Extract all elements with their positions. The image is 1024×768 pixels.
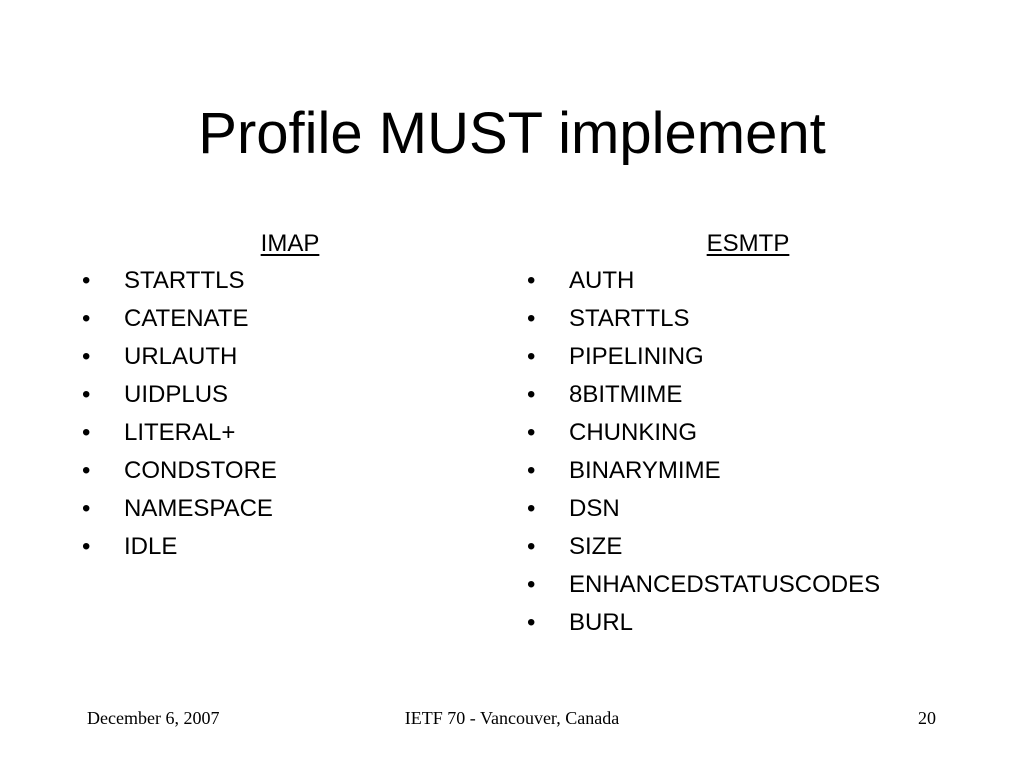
list-item — [527, 566, 994, 604]
list-item-label: PIPELINING — [569, 343, 704, 370]
list-item-label: SIZE — [569, 533, 623, 560]
list-item — [527, 414, 994, 452]
imap-list — [82, 262, 494, 566]
bullet-icon: • — [82, 419, 91, 446]
bullet-icon: • — [527, 419, 536, 446]
list-item-label: IDLE — [124, 533, 178, 560]
bullet-icon: • — [82, 495, 91, 522]
bullet-icon: • — [527, 381, 536, 408]
list-item-label: AUTH — [569, 267, 635, 294]
bullet-icon: • — [82, 381, 91, 408]
bullet-icon: • — [527, 267, 536, 294]
list-item — [82, 262, 494, 300]
footer-event: IETF 70 - Vancouver, Canada — [404, 708, 620, 728]
bullet-icon: • — [527, 343, 536, 370]
list-item-label: BINARYMIME — [569, 457, 721, 484]
list-item-label: ENHANCEDSTATUSCODES — [569, 571, 881, 598]
list-item — [527, 604, 994, 642]
list-item-label: DSN — [569, 495, 620, 522]
list-item-label: CONDSTORE — [124, 457, 277, 484]
bullet-icon: • — [82, 533, 91, 560]
list-item-label: STARTTLS — [569, 305, 690, 332]
list-item — [527, 262, 994, 300]
list-item-label: CATENATE — [124, 305, 249, 332]
bullet-icon: • — [527, 495, 536, 522]
list-item-label: CHUNKING — [569, 419, 698, 446]
list-item — [527, 338, 994, 376]
bullet-icon: • — [527, 457, 536, 484]
slide-title: Profile MUST implement — [198, 101, 826, 166]
list-item — [82, 414, 494, 452]
list-item — [82, 338, 494, 376]
esmtp-column — [527, 226, 994, 642]
imap-column — [82, 226, 494, 566]
bullet-icon: • — [82, 305, 91, 332]
list-item — [82, 452, 494, 490]
list-item-label: NAMESPACE — [124, 495, 273, 522]
list-item — [82, 490, 494, 528]
imap-heading-text: IMAP — [260, 230, 320, 257]
list-item — [527, 452, 994, 490]
bullet-icon: • — [527, 305, 536, 332]
list-item-label: BURL — [569, 609, 634, 636]
bullet-icon: • — [82, 457, 91, 484]
esmtp-heading-text: ESMTP — [706, 230, 790, 257]
bullet-icon: • — [82, 267, 91, 294]
list-item-label: UIDPLUS — [124, 381, 229, 408]
list-item — [527, 376, 994, 414]
list-item — [527, 528, 994, 566]
page-number: 20 — [918, 708, 936, 728]
list-item — [527, 300, 994, 338]
list-item — [82, 300, 494, 338]
list-item — [527, 490, 994, 528]
bullet-icon: • — [527, 533, 536, 560]
esmtp-heading — [527, 226, 969, 262]
list-item-label: URLAUTH — [124, 343, 238, 370]
bullet-icon: • — [527, 571, 536, 598]
list-item-label: STARTTLS — [124, 267, 245, 294]
list-item — [82, 528, 494, 566]
bullet-icon: • — [82, 343, 91, 370]
list-item-label: 8BITMIME — [569, 381, 683, 408]
imap-heading — [82, 226, 498, 262]
esmtp-list — [527, 262, 994, 642]
bullet-icon: • — [527, 609, 536, 636]
list-item — [82, 376, 494, 414]
list-item-label: LITERAL+ — [124, 419, 236, 446]
footer-date: December 6, 2007 — [87, 708, 220, 728]
